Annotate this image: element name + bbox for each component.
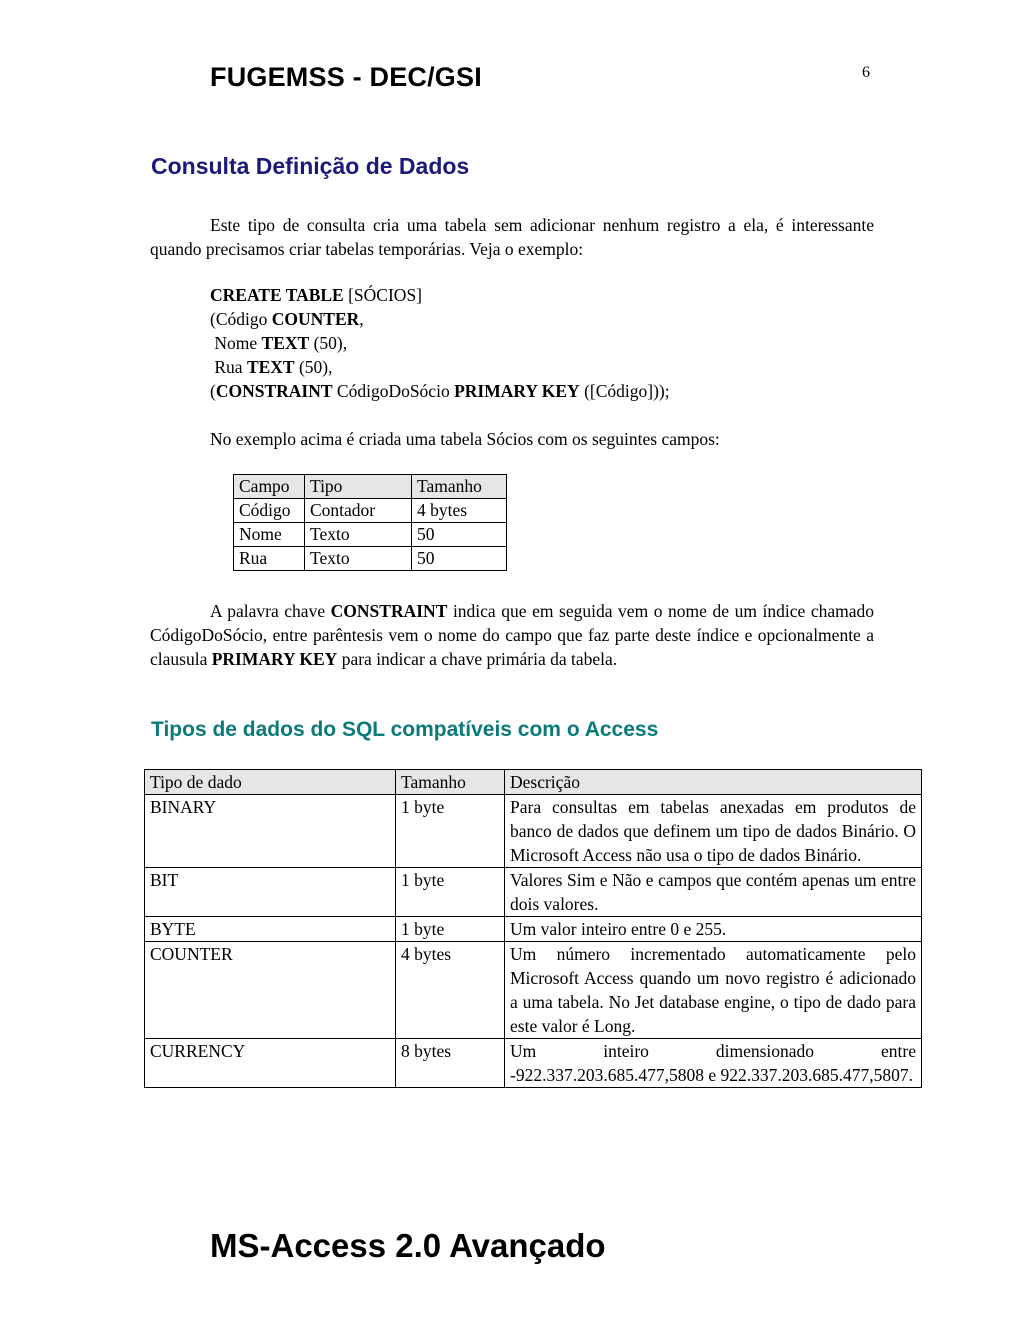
- header-cell: Campo: [234, 475, 305, 499]
- table-row: [145, 942, 922, 1039]
- table-cell: BINARY: [145, 795, 396, 868]
- table-header-row: [145, 770, 922, 795]
- code-line-2: (Código COUNTER,: [210, 309, 364, 329]
- intro-text: Este tipo de consulta cria uma tabela sem adicionar nenhum registro a ela, é interessante quando precisamos criar tabelas temporárias. Veja o exemplo:: [150, 215, 874, 259]
- table-row: [145, 795, 922, 868]
- page-number: 6: [862, 64, 870, 81]
- table-cell: Texto: [305, 523, 412, 547]
- table-row: [234, 523, 507, 547]
- table-cell: Um valor inteiro entre 0 e 255.: [505, 917, 922, 942]
- footer-title: MS-Access 2.0 Avançado: [210, 1227, 606, 1264]
- code-line-5: (CONSTRAINT CódigoDoSócio PRIMARY KEY ([Código]));: [210, 381, 670, 401]
- example-text: No exemplo acima é criada uma tabela Sócios com os seguintes campos:: [210, 429, 720, 449]
- fields-table: [233, 474, 507, 571]
- table-cell: Um inteiro dimensionado entre -922.337.203.685.477,5808 e 922.337.203.685.477,5807.: [505, 1039, 922, 1088]
- code-line-1: CREATE TABLE [SÓCIOS]: [210, 285, 423, 305]
- table-row: [145, 1039, 922, 1088]
- table-cell: Texto: [305, 547, 412, 571]
- table-cell: Um número incrementado automaticamente pelo Microsoft Access quando um novo registro é adicionado a uma tabela. No Jet database engine, o tipo de dado para este valor é Long.: [505, 942, 922, 1039]
- table-cell: Para consultas em tabelas anexadas em produtos de banco de dados que definem um tipo de dados Binário. O Microsoft Access não usa o tipo de dados Binário.: [505, 795, 922, 868]
- table-row: [234, 499, 507, 523]
- table-cell: 1 byte: [396, 795, 505, 868]
- header-cell: Descrição: [505, 770, 922, 795]
- section-heading-consulta: Consulta Definição de Dados: [151, 153, 470, 179]
- header-cell: Tipo de dado: [145, 770, 396, 795]
- table-row: [145, 917, 922, 942]
- table-cell: Rua: [234, 547, 305, 571]
- table-cell: BIT: [145, 868, 396, 917]
- table-cell: 4 bytes: [396, 942, 505, 1039]
- code-line-3: Nome TEXT (50),: [210, 333, 348, 353]
- table-cell: 8 bytes: [396, 1039, 505, 1088]
- constraint-paragraph: A palavra chave CONSTRAINT indica que em seguida vem o nome de um índice chamado CódigoDoSócio, entre parêntesis vem o nome do campo que faz parte deste índice e opcionalmente a clausula PRIMARY KEY para indicar a chave primária da tabela.: [150, 601, 874, 669]
- header-cell: Tamanho: [396, 770, 505, 795]
- table-cell: 50: [412, 523, 507, 547]
- header-cell: Tipo: [305, 475, 412, 499]
- table-cell: 1 byte: [396, 917, 505, 942]
- section-heading-tipos: Tipos de dados do SQL compatíveis com o Access: [151, 718, 659, 741]
- table-cell: 4 bytes: [412, 499, 507, 523]
- sql-code-block: [210, 283, 670, 403]
- table-cell: 1 byte: [396, 868, 505, 917]
- table-row: [234, 547, 507, 571]
- table-cell: BYTE: [145, 917, 396, 942]
- header-title: FUGEMSS - DEC/GSI: [210, 62, 482, 92]
- table-cell: Nome: [234, 523, 305, 547]
- table-cell: Código: [234, 499, 305, 523]
- table-row: [145, 868, 922, 917]
- table-header-row: [234, 475, 507, 499]
- table-cell: Contador: [305, 499, 412, 523]
- data-types-table: [144, 769, 922, 1088]
- code-line-4: Rua TEXT (50),: [210, 357, 333, 377]
- table-cell: 50: [412, 547, 507, 571]
- table-cell: Valores Sim e Não e campos que contém apenas um entre dois valores.: [505, 868, 922, 917]
- header-cell: Tamanho: [412, 475, 507, 499]
- table-cell: CURRENCY: [145, 1039, 396, 1088]
- table-cell: COUNTER: [145, 942, 396, 1039]
- intro-paragraph: [150, 213, 874, 261]
